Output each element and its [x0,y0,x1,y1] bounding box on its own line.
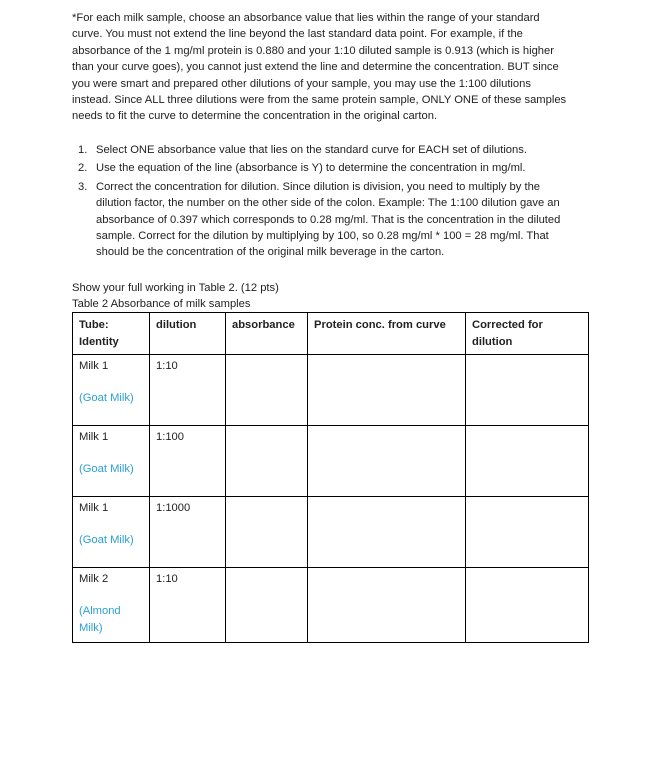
dilution-cell: 1:100 [150,426,226,497]
step-text: Select ONE absorbance value that lies on the standard curve for EACH set of dilutions. [96,144,527,156]
tube-name: Milk 2 [79,573,109,585]
table-row [73,355,589,426]
step-item [72,160,572,176]
steps-list [72,142,572,263]
table-row [73,568,589,643]
show-working-note: Show your full working in Table 2. (12 pts) [72,282,279,294]
tube-identity-cell [73,497,150,568]
absorbance-cell[interactable] [226,355,308,426]
table-caption: Table 2 Absorbance of milk samples [72,298,251,310]
dilution-cell: 1:10 [150,355,226,426]
protein-conc-cell[interactable] [308,426,466,497]
step-text: Correct the concentration for dilution. Since dilution is division, you need to multiply by the dilution factor, the number on the other side of the colon. Example: The 1:100 dilution gave an absorbance of 0.397 which corresponds to 0.28 mg/ml. That is the concentration in the diluted sample. Correct for the dilution by multiplying by 100, so 0.28 mg/ml * 100 = 28 mg/ml. That should be the concentration of the original milk beverage in the carton. [96,180,561,259]
tube-name: Milk 1 [79,431,109,443]
table-row [73,497,589,568]
protein-conc-cell[interactable] [308,355,466,426]
tube-identity-cell [73,568,150,643]
step-number: 3. [78,180,88,193]
tube-name: Milk 1 [79,502,109,514]
corrected-cell[interactable] [466,568,589,643]
sample-type-note: (Goat Milk) [79,392,134,404]
step-number: 2. [78,162,88,175]
absorbance-cell[interactable] [226,497,308,568]
tube-identity-cell [73,426,150,497]
step-number: 1. [78,144,88,156]
header-tube-identity: Tube: Identity [73,313,150,355]
header-protein-conc: Protein conc. from curve [308,313,466,355]
header-corrected: Corrected for dilution [466,313,589,355]
tube-identity-cell [73,355,150,426]
table-row [73,426,589,497]
sample-type-note: (Almond Milk) [79,605,121,634]
header-absorbance: absorbance [226,313,308,355]
step-text: Use the equation of the line (absorbance is Y) to determine the concentration in mg/ml. [96,162,526,175]
milk-samples-table [72,312,589,643]
intro-paragraph: *For each milk sample, choose an absorbance value that lies within the range of your standard curve. You must not extend the line beyond the last standard data point. For example, if the absorbance of the 1 mg/ml protein is 0.880 and your 1:10 diluted sample is 0.913 (which is higher than your curve goes), you cannot just extend the line and determine the concentration. BUT since you were smart and prepared other dilutions of your sample, you may use the 1:100 dilutions instead. Since ALL three dilutions were from the same protein sample, ONLY ONE of these samples needs to fit the curve to determine the concentration in the original carton. [72,12,567,123]
corrected-cell[interactable] [466,355,589,426]
step-item [72,142,572,158]
corrected-cell[interactable] [466,426,589,497]
absorbance-cell[interactable] [226,568,308,643]
protein-conc-cell[interactable] [308,568,466,643]
dilution-cell: 1:10 [150,568,226,643]
table-header-row [73,313,589,355]
protein-conc-cell[interactable] [308,497,466,568]
header-dilution: dilution [150,313,226,355]
step-item [72,179,572,261]
sample-type-note: (Goat Milk) [79,534,134,546]
sample-type-note: (Goat Milk) [79,463,134,475]
dilution-cell: 1:1000 [150,497,226,568]
corrected-cell[interactable] [466,497,589,568]
tube-name: Milk 1 [79,360,109,372]
absorbance-cell[interactable] [226,426,308,497]
